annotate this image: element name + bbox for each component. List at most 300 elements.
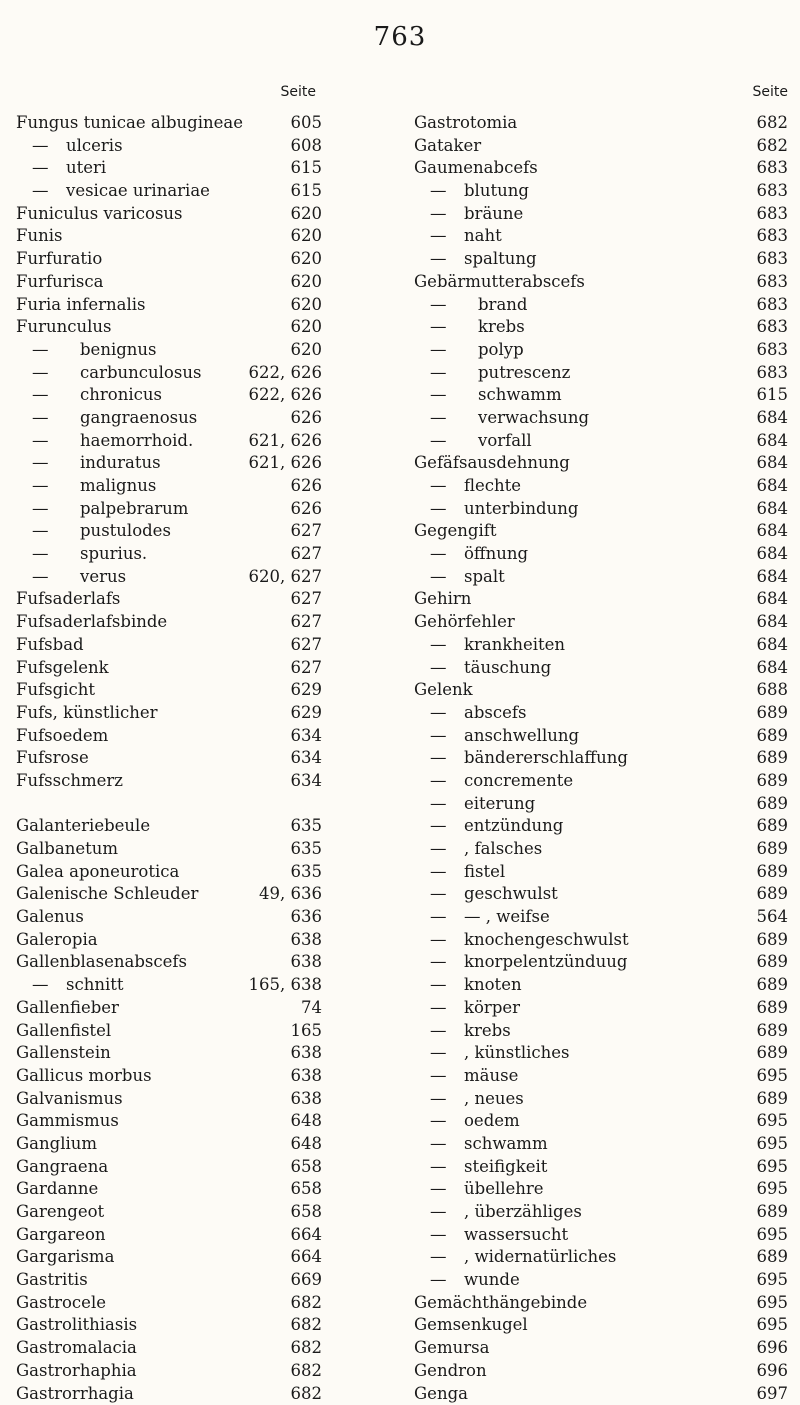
index-entry (414, 520, 788, 543)
index-entry (414, 180, 788, 203)
index-entry (414, 838, 788, 861)
index-term: Funis (16, 225, 62, 248)
index-page-number: 648 (291, 1110, 323, 1133)
index-entry (16, 1246, 402, 1269)
index-entry (414, 112, 788, 135)
index-page-number: 165 (291, 1020, 323, 1043)
index-page-number: 608 (291, 135, 323, 158)
index-entry (414, 725, 788, 748)
index-page-number: 689 (757, 793, 789, 816)
index-entry (16, 793, 402, 816)
index-page-number: 689 (757, 861, 789, 884)
index-page-number: 626 (291, 407, 323, 430)
index-term: Gemsenkugel (414, 1314, 528, 1337)
index-page-number: 620 (291, 248, 323, 271)
index-term: — steifigkeit (430, 1156, 547, 1179)
index-page-number: 688 (757, 679, 789, 702)
index-page-number: 689 (757, 951, 789, 974)
index-page-number: 695 (757, 1269, 789, 1292)
index-entry (414, 906, 788, 929)
index-entry (414, 770, 788, 793)
index-page-number: 620 (291, 203, 323, 226)
index-entry (414, 815, 788, 838)
left-column-header: Seite (16, 84, 316, 100)
index-term: — verwachsung (430, 407, 589, 430)
index-entry (414, 634, 788, 657)
index-page-number: 634 (291, 747, 323, 770)
index-entry (16, 498, 402, 521)
index-page-number: 683 (757, 294, 789, 317)
index-page-number: 620 (291, 339, 323, 362)
index-page-number: 621, 626 (249, 430, 322, 453)
index-page-number: 696 (757, 1360, 789, 1383)
index-page-number: 49, 636 (259, 883, 322, 906)
index-page-number: 684 (757, 498, 789, 521)
index-page-number: 627 (291, 543, 323, 566)
index-page-number: 615 (757, 384, 789, 407)
index-page-number: 684 (757, 566, 789, 589)
index-entry (414, 793, 788, 816)
index-term: — geschwulst (430, 883, 558, 906)
index-entry (414, 861, 788, 884)
index-entry (16, 702, 402, 725)
index-page-number: 638 (291, 1065, 323, 1088)
index-entry (16, 157, 402, 180)
index-page-number: 669 (291, 1269, 323, 1292)
index-entry (16, 725, 402, 748)
index-entry (16, 1110, 402, 1133)
index-entry (16, 407, 402, 430)
index-term: — , falsches (430, 838, 542, 861)
index-entry (16, 294, 402, 317)
index-entry (16, 112, 402, 135)
index-page-number: 689 (757, 1246, 789, 1269)
index-page-number: 638 (291, 1088, 323, 1111)
index-term: Gallenfistel (16, 1020, 111, 1043)
index-entry (16, 1337, 402, 1360)
index-page-number: 626 (291, 498, 323, 521)
index-entry (16, 1088, 402, 1111)
index-entry (16, 1224, 402, 1247)
index-term: Gefäfsausdehnung (414, 452, 570, 475)
index-term: Furfurisca (16, 271, 103, 294)
index-entry (16, 679, 402, 702)
index-term: — spurius. (32, 543, 147, 566)
index-entry (16, 997, 402, 1020)
index-page-number: 683 (757, 203, 789, 226)
index-term: — krebs (430, 1020, 511, 1043)
index-page-number: 689 (757, 770, 789, 793)
index-page-number: 689 (757, 725, 789, 748)
index-entry (414, 1314, 788, 1337)
index-page-number: 684 (757, 407, 789, 430)
index-page-number: 684 (757, 452, 789, 475)
index-term: — haemorrhoid. (32, 430, 193, 453)
left-index-column (16, 112, 402, 1405)
index-term: — eiterung (430, 793, 535, 816)
index-term: — krebs (430, 316, 525, 339)
index-page-number: 638 (291, 1042, 323, 1065)
index-term: Fufs, künstlicher (16, 702, 158, 725)
index-entry (414, 747, 788, 770)
index-page-number: 683 (757, 248, 789, 271)
index-entry (16, 180, 402, 203)
right-index-column (414, 112, 788, 1405)
index-entry (414, 543, 788, 566)
index-page-number: 695 (757, 1156, 789, 1179)
index-page-number: 626 (291, 475, 323, 498)
index-page-number: 627 (291, 634, 323, 657)
index-entry (16, 951, 402, 974)
index-page-number: 620 (291, 271, 323, 294)
index-entry (16, 588, 402, 611)
index-term: Gallicus morbus (16, 1065, 152, 1088)
index-page-number: 683 (757, 271, 789, 294)
index-entry (414, 974, 788, 997)
index-term: — , überzähliges (430, 1201, 582, 1224)
index-term: Funiculus varicosus (16, 203, 183, 226)
index-entry (414, 929, 788, 952)
index-term: Gemursa (414, 1337, 489, 1360)
index-term: — vesicae urinariae (32, 180, 210, 203)
index-term: Gallenblasenabscefs (16, 951, 187, 974)
index-page-number: 684 (757, 430, 789, 453)
index-page-number: 689 (757, 815, 789, 838)
index-term: — öffnung (430, 543, 528, 566)
index-term: — flechte (430, 475, 521, 498)
index-term: — — , weifse (430, 906, 550, 929)
index-entry (16, 747, 402, 770)
index-entry (414, 588, 788, 611)
index-entry (414, 1065, 788, 1088)
index-entry (16, 906, 402, 929)
index-term: — spalt (430, 566, 505, 589)
index-term: Fufsgicht (16, 679, 95, 702)
index-term: Furunculus (16, 316, 111, 339)
index-term: Galenus (16, 906, 84, 929)
index-entry (16, 1201, 402, 1224)
index-page-number: 627 (291, 611, 323, 634)
index-entry (414, 271, 788, 294)
index-page-number: 689 (757, 1020, 789, 1043)
index-term: Fufsrose (16, 747, 89, 770)
index-term: — gangraenosus (32, 407, 197, 430)
index-page-number: 648 (291, 1133, 323, 1156)
index-term: — polyp (430, 339, 524, 362)
index-term: — unterbindung (430, 498, 578, 521)
index-entry (16, 566, 402, 589)
index-entry (414, 1042, 788, 1065)
index-term: Gastrorrhagia (16, 1383, 134, 1405)
index-term: Gastromalacia (16, 1337, 137, 1360)
index-term: Gargarisma (16, 1246, 114, 1269)
index-term: Furia infernalis (16, 294, 145, 317)
index-page-number: 697 (757, 1383, 789, 1405)
index-entry (16, 271, 402, 294)
index-page-number: 658 (291, 1156, 323, 1179)
index-entry (414, 1110, 788, 1133)
index-term: Gehirn (414, 588, 471, 611)
index-term: Garengeot (16, 1201, 104, 1224)
index-term: — concremente (430, 770, 573, 793)
index-page-number: 683 (757, 225, 789, 248)
index-term: Galanteriebeule (16, 815, 150, 838)
index-entry (16, 838, 402, 861)
index-term: — anschwellung (430, 725, 579, 748)
index-page-number: 638 (291, 951, 323, 974)
index-page-number: 682 (757, 112, 789, 135)
index-page-number: 684 (757, 520, 789, 543)
index-page-number: 684 (757, 657, 789, 680)
index-page-number: 684 (757, 543, 789, 566)
index-entry (16, 316, 402, 339)
index-term: — krankheiten (430, 634, 565, 657)
index-term: Gammismus (16, 1110, 119, 1133)
index-term: Gallenfieber (16, 997, 119, 1020)
index-term: — uteri (32, 157, 106, 180)
index-page-number: 627 (291, 588, 323, 611)
index-entry (414, 384, 788, 407)
index-entry (16, 1065, 402, 1088)
index-term: Gemächthängebinde (414, 1292, 587, 1315)
index-page-number: 689 (757, 1042, 789, 1065)
index-term: Galea aponeurotica (16, 861, 179, 884)
index-entry (414, 452, 788, 475)
index-page-number: 634 (291, 725, 323, 748)
index-entry (414, 362, 788, 385)
index-entry (414, 1246, 788, 1269)
index-page-number: 627 (291, 520, 323, 543)
index-page-number: 629 (291, 679, 323, 702)
index-page-number: 689 (757, 929, 789, 952)
index-page-number: 689 (757, 1088, 789, 1111)
index-term: — bräune (430, 203, 523, 226)
index-entry (16, 883, 402, 906)
index-page-number: 658 (291, 1178, 323, 1201)
index-page-number: 689 (757, 974, 789, 997)
index-entry (16, 430, 402, 453)
index-term: Gastrotomia (414, 112, 517, 135)
index-term: — vorfall (430, 430, 532, 453)
index-page-number: 620 (291, 294, 323, 317)
index-page-number: 682 (291, 1383, 323, 1405)
index-term: — blutung (430, 180, 529, 203)
index-term: — induratus (32, 452, 161, 475)
index-entry (414, 1360, 788, 1383)
index-entry (414, 1020, 788, 1043)
index-page-number: 658 (291, 1201, 323, 1224)
index-term: — wunde (430, 1269, 520, 1292)
index-page-number: 664 (291, 1246, 323, 1269)
index-entry (414, 702, 788, 725)
index-term: Genga (414, 1383, 468, 1405)
index-term: — täuschung (430, 657, 551, 680)
index-entry (16, 135, 402, 158)
index-term: — knorpelentzünduug (430, 951, 627, 974)
index-page-number: 615 (291, 180, 323, 203)
index-entry (414, 316, 788, 339)
index-entry (414, 294, 788, 317)
index-entry (16, 475, 402, 498)
index-entry (414, 407, 788, 430)
index-term: — knochengeschwulst (430, 929, 629, 952)
index-entry (414, 611, 788, 634)
index-term: — , widernatürliches (430, 1246, 616, 1269)
index-term: Gehörfehler (414, 611, 515, 634)
index-page-number: 682 (291, 1337, 323, 1360)
index-page-number: 622, 626 (249, 362, 322, 385)
index-entry (16, 1360, 402, 1383)
index-entry (16, 1292, 402, 1315)
index-page-number: 682 (291, 1360, 323, 1383)
index-term: — schnitt (32, 974, 124, 997)
index-term: Gastritis (16, 1269, 88, 1292)
index-term: — schwamm (430, 384, 562, 407)
index-entry (16, 815, 402, 838)
index-term: — wassersucht (430, 1224, 568, 1247)
index-page-number: 695 (757, 1065, 789, 1088)
index-page-number: 684 (757, 634, 789, 657)
index-term: Ganglium (16, 1133, 97, 1156)
index-term: Gebärmutterabscefs (414, 271, 585, 294)
index-entry (16, 225, 402, 248)
index-entry (16, 1133, 402, 1156)
index-page-number: 695 (757, 1292, 789, 1315)
index-page-number: 622, 626 (249, 384, 322, 407)
index-entry (16, 611, 402, 634)
index-entry (414, 157, 788, 180)
index-term: Gaumenabcefs (414, 157, 538, 180)
index-term: — benignus (32, 339, 157, 362)
index-entry (414, 679, 788, 702)
index-term: Gendron (414, 1360, 487, 1383)
index-term: — körper (430, 997, 520, 1020)
index-page-number: 635 (291, 838, 323, 861)
index-page-number: 684 (757, 611, 789, 634)
index-entry (414, 1156, 788, 1179)
index-entry (414, 1269, 788, 1292)
index-entry (414, 1224, 788, 1247)
index-entry (414, 1178, 788, 1201)
index-entry (414, 339, 788, 362)
index-entry (16, 1314, 402, 1337)
index-page-number: 684 (757, 588, 789, 611)
index-page-number: 684 (757, 475, 789, 498)
index-term: — schwamm (430, 1133, 548, 1156)
index-page-number: 629 (291, 702, 323, 725)
index-term: — abscefs (430, 702, 526, 725)
index-page-number: 689 (757, 883, 789, 906)
index-page-number: 695 (757, 1133, 789, 1156)
index-entry (16, 520, 402, 543)
index-entry (16, 452, 402, 475)
index-entry (414, 430, 788, 453)
index-entry (414, 883, 788, 906)
index-term: Fufsschmerz (16, 770, 123, 793)
index-page-number: 615 (291, 157, 323, 180)
index-term: — brand (430, 294, 527, 317)
index-entry (16, 248, 402, 271)
index-entry (16, 362, 402, 385)
index-page-number: 620 (291, 225, 323, 248)
index-page-number: 695 (757, 1110, 789, 1133)
index-entry (414, 1201, 788, 1224)
index-page-number: 564 (757, 906, 789, 929)
index-entry (16, 634, 402, 657)
index-term: Gelenk (414, 679, 473, 702)
index-term: Gastrolithiasis (16, 1314, 137, 1337)
index-term: — fistel (430, 861, 505, 884)
index-term: Fufsaderlafsbinde (16, 611, 167, 634)
index-term: Galvanismus (16, 1088, 123, 1111)
index-page-number: 620 (291, 316, 323, 339)
index-term: — carbunculosus (32, 362, 201, 385)
index-page-number: 682 (291, 1292, 323, 1315)
index-page-number: 74 (301, 997, 322, 1020)
index-page-number: 689 (757, 1201, 789, 1224)
index-page-number: 627 (291, 657, 323, 680)
index-entry (16, 1269, 402, 1292)
index-entry (414, 1088, 788, 1111)
index-page-number: 689 (757, 997, 789, 1020)
index-page-number: 165, 638 (249, 974, 322, 997)
index-page-number: 683 (757, 157, 789, 180)
index-entry (16, 657, 402, 680)
index-entry (16, 203, 402, 226)
index-entry (16, 1020, 402, 1043)
index-entry (414, 1292, 788, 1315)
index-entry (16, 543, 402, 566)
index-entry (16, 1178, 402, 1201)
index-entry (16, 929, 402, 952)
index-term: — malignus (32, 475, 156, 498)
index-page-number: 689 (757, 702, 789, 725)
index-term: Gastrocele (16, 1292, 106, 1315)
index-term: — verus (32, 566, 126, 589)
index-term: — bändererschlaffung (430, 747, 628, 770)
index-entry (414, 1383, 788, 1405)
index-entry (414, 225, 788, 248)
index-term: Galenische Schleuder (16, 883, 198, 906)
index-term: — putrescenz (430, 362, 570, 385)
index-page-number: 695 (757, 1224, 789, 1247)
index-entry (16, 1383, 402, 1405)
index-term: — mäuse (430, 1065, 518, 1088)
index-term: Fufsbad (16, 634, 84, 657)
index-term: — oedem (430, 1110, 520, 1133)
index-entry (16, 770, 402, 793)
index-term: — übellehre (430, 1178, 544, 1201)
index-page-number: 634 (291, 770, 323, 793)
index-page-number: 695 (757, 1178, 789, 1201)
index-term: — , neues (430, 1088, 524, 1111)
index-page-number: 605 (291, 112, 323, 135)
index-entry (414, 566, 788, 589)
index-entry (16, 974, 402, 997)
index-term: Galeropia (16, 929, 98, 952)
index-page-number: 695 (757, 1314, 789, 1337)
index-term: — naht (430, 225, 502, 248)
index-page-number: 683 (757, 316, 789, 339)
index-page-number: 683 (757, 180, 789, 203)
page-number: 763 (0, 22, 800, 52)
index-entry (16, 384, 402, 407)
index-page-number: 638 (291, 929, 323, 952)
index-page-number: 620, 627 (249, 566, 322, 589)
index-entry (414, 135, 788, 158)
index-term: — spaltung (430, 248, 537, 271)
index-term: — palpebrarum (32, 498, 188, 521)
